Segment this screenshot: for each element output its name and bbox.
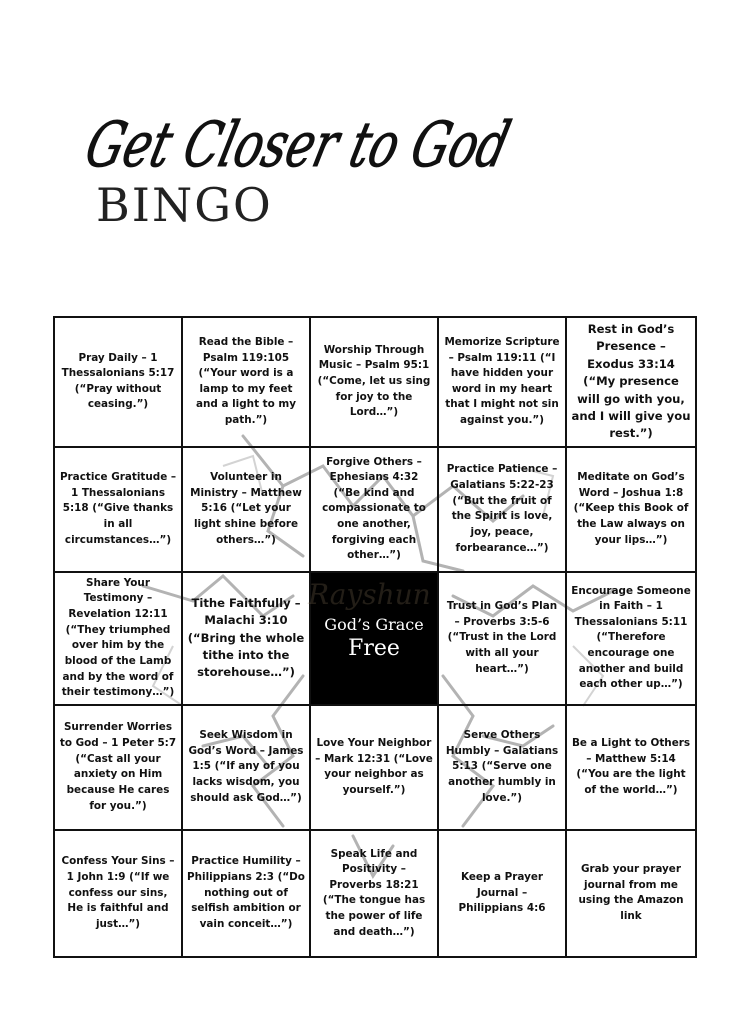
bingo-cell[interactable]: [55, 831, 183, 956]
cell-text: Practice Gratitude – 1 Thessalonians 5:18 (“Give thanks in all circumstances…”): [59, 471, 177, 546]
bingo-cell[interactable]: [311, 448, 439, 573]
cell-text: Seek Wisdom in God’s Word – James 1:5 (“If any of you lacks wisdom, you should ask God…”): [188, 729, 304, 804]
cell-text: Serve Others Humbly – Galatians 5:13 (“Serve one another humbly in love.”): [445, 729, 559, 804]
bingo-cell[interactable]: [567, 318, 695, 448]
bingo-cell[interactable]: [311, 318, 439, 448]
bingo-heading: BINGO: [96, 178, 273, 232]
cell-text: Read the Bible – Psalm 119:105 (“Your word is a lamp to my feet and a light to my path.”): [196, 336, 296, 427]
bingo-cell[interactable]: [183, 318, 311, 448]
cell-text: Pray Daily – 1 Thessalonians 5:17 (“Pray without ceasing.”): [61, 351, 175, 411]
bingo-cell[interactable]: [567, 448, 695, 573]
cell-text: Practice Humility – Philippians 2:3 (“Do nothing out of selfish ambition or vain conceit…”): [187, 855, 305, 930]
bingo-cell[interactable]: [439, 831, 567, 956]
cell-text: Confess Your Sins – 1 John 1:9 (“If we confess our sins, He is faithful and just…”): [61, 855, 175, 930]
cell-text: Surrender Worries to God – 1 Peter 5:7 (“Cast all your anxiety on Him because He cares for you.”): [59, 721, 177, 812]
bingo-cell[interactable]: [439, 573, 567, 706]
cell-text: Volunteer in Ministry – Matthew 5:16 (“Let your light shine before others…”): [190, 471, 302, 546]
cell-text: Forgive Others – Ephesians 4:32 (“Be kind and compassionate to one another, forgiving each other…”): [322, 455, 426, 562]
cell-text: Keep a Prayer Journal – Philippians 4:6: [458, 871, 546, 915]
bingo-board: [53, 316, 697, 958]
bingo-cell[interactable]: [439, 318, 567, 448]
watermark: Rayshun: [308, 578, 431, 611]
bingo-cell[interactable]: [55, 573, 183, 706]
bingo-cell[interactable]: [311, 831, 439, 956]
bingo-cell[interactable]: [439, 448, 567, 573]
bingo-cell[interactable]: [567, 573, 695, 706]
cell-text: Grab your prayer journal from me using the Amazon link: [578, 863, 684, 923]
bingo-cell[interactable]: [55, 706, 183, 831]
bingo-cell[interactable]: [439, 706, 567, 831]
cell-text: Love Your Neighbor – Mark 12:31 (“Love your neighbor as yourself.”): [315, 737, 433, 796]
bingo-cell[interactable]: [183, 831, 311, 956]
cell-text: Speak Life and Positivity – Proverbs 18:21 (“The tongue has the power of life and death…”): [322, 847, 426, 938]
cell-text: Memorize Scripture – Psalm 119:11 (“I have hidden your word in my heart that I might not sin against you.”): [444, 336, 560, 427]
bingo-grid: [53, 316, 697, 958]
cell-text: Trust in God’s Plan – Proverbs 3:5-6 (“Trust in the Lord with all your heart…”): [446, 600, 558, 675]
cell-text: Encourage Someone in Faith – 1 Thessalonians 5:11 (“Therefore encourage one another and build each other up…”): [571, 584, 691, 691]
bingo-cell[interactable]: [55, 448, 183, 573]
bingo-cell[interactable]: [311, 706, 439, 831]
free-space[interactable]: [311, 573, 439, 706]
bingo-cell[interactable]: [183, 573, 311, 706]
bingo-cell[interactable]: [567, 831, 695, 956]
cell-text: Share Your Testimony – Revelation 12:11 (“They triumphed over him by the blood of the Lamb and by the word of their testimony…”): [61, 576, 175, 699]
free-space-line2: Free: [348, 635, 400, 661]
bingo-cell[interactable]: [55, 318, 183, 448]
script-title-text: Get Closer to God: [78, 108, 659, 181]
cell-text: Practice Patience – Galatians 5:22-23 (“But the fruit of the Spirit is love, joy, peace, forbearance…”): [446, 463, 558, 554]
cell-text: Meditate on God’s Word – Joshua 1:8 (“Keep this Book of the Law always on your lips…”): [573, 471, 689, 546]
bingo-cell[interactable]: [567, 706, 695, 831]
cell-text: Tithe Faithfully – Malachi 3:10 (“Bring the whole tithe into the storehouse…”): [187, 595, 305, 680]
bingo-cell[interactable]: [183, 448, 311, 573]
free-space-line1: God’s Grace: [324, 614, 424, 634]
cell-text: Rest in God’s Presence – Exodus 33:14 (“My presence will go with you, and I will give you rest.”): [571, 322, 691, 441]
cell-text: Be a Light to Others – Matthew 5:14 (“You are the light of the world…”): [571, 737, 691, 796]
bingo-cell[interactable]: [183, 706, 311, 831]
cell-text: Worship Through Music – Psalm 95:1 (“Come, let us sing for joy to the Lord…”): [317, 343, 431, 419]
